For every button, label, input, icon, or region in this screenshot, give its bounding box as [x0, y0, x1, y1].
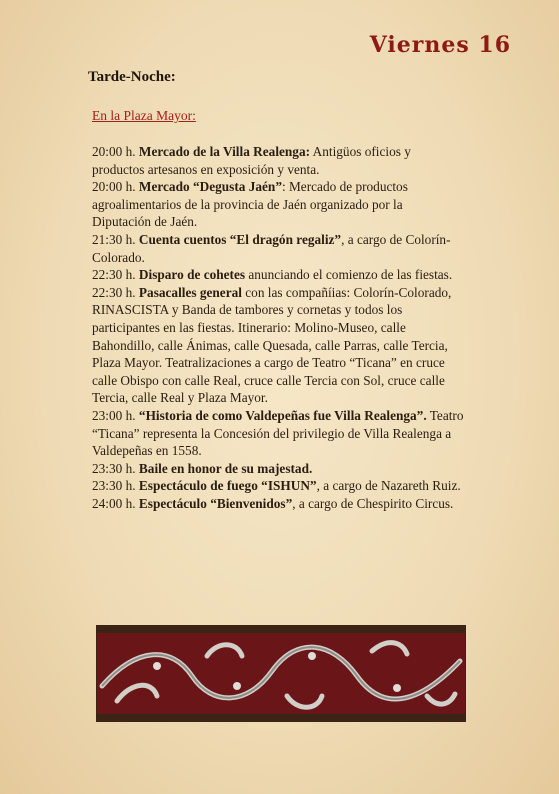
- location-heading: En la Plaza Mayor:: [92, 108, 196, 123]
- schedule-entry: 21:30 h. Cuenta cuentos “El dragón regaliz”, a cargo de Colorín-Colorado.: [92, 231, 451, 265]
- section-heading: Tarde-Noche:: [88, 69, 176, 85]
- schedule-entry: 23:30 h. Espectáculo de fuego “ISHUN”, a cargo de Nazareth Ruiz.: [92, 478, 461, 494]
- schedule-entry: 22:30 h. Disparo de cohetes anunciando el comienzo de las fiestas.: [92, 267, 453, 283]
- schedule-entry: 20:00 h. Mercado de la Villa Realenga: Antigüos oficios y productos artesanos en exposición y venta.: [92, 144, 411, 177]
- schedule-entry: 23:00 h. “Historia de como Valdepeñas fue Villa Realenga”. Teatro “Ticana” representa la Concesión del privilegio de Villa Realenga a Valdepeñas en 1558.: [92, 407, 464, 459]
- decorative-vine-border-icon: [96, 625, 466, 722]
- schedule-entry: 20:00 h. Mercado “Degusta Jaén”: Mercado de productos agroalimentarios de la provincia de Jaén organizado por la Diputación de Jaén.: [92, 179, 408, 230]
- schedule-entry: 22:30 h. Pasacalles general con las compañíias: Colorín-Colorado, RINASCISTA y Banda de tambores y cornetas y todos los participantes en las fiestas. Itinerario: Molino-Museo, calle Bahondillo, calle Ánimas, calle Quesada, calle Parras, calle Tercia, Plaza Mayor. Teatralizaciones a cargo de Teatro “Ticana” en cruce calle Obispo con calle Real, cruce calle Tercia con Sol, cruce calle Tercia, calle Real y Plaza Mayor.: [92, 284, 452, 406]
- page-title: Viernes 16: [369, 32, 511, 58]
- schedule-entry: 24:00 h. Espectáculo “Bienvenidos”, a cargo de Chespirito Circus.: [92, 495, 454, 511]
- schedule-list: [92, 143, 464, 512]
- schedule-entry: 23:30 h. Baile en honor de su majestad.: [92, 460, 313, 476]
